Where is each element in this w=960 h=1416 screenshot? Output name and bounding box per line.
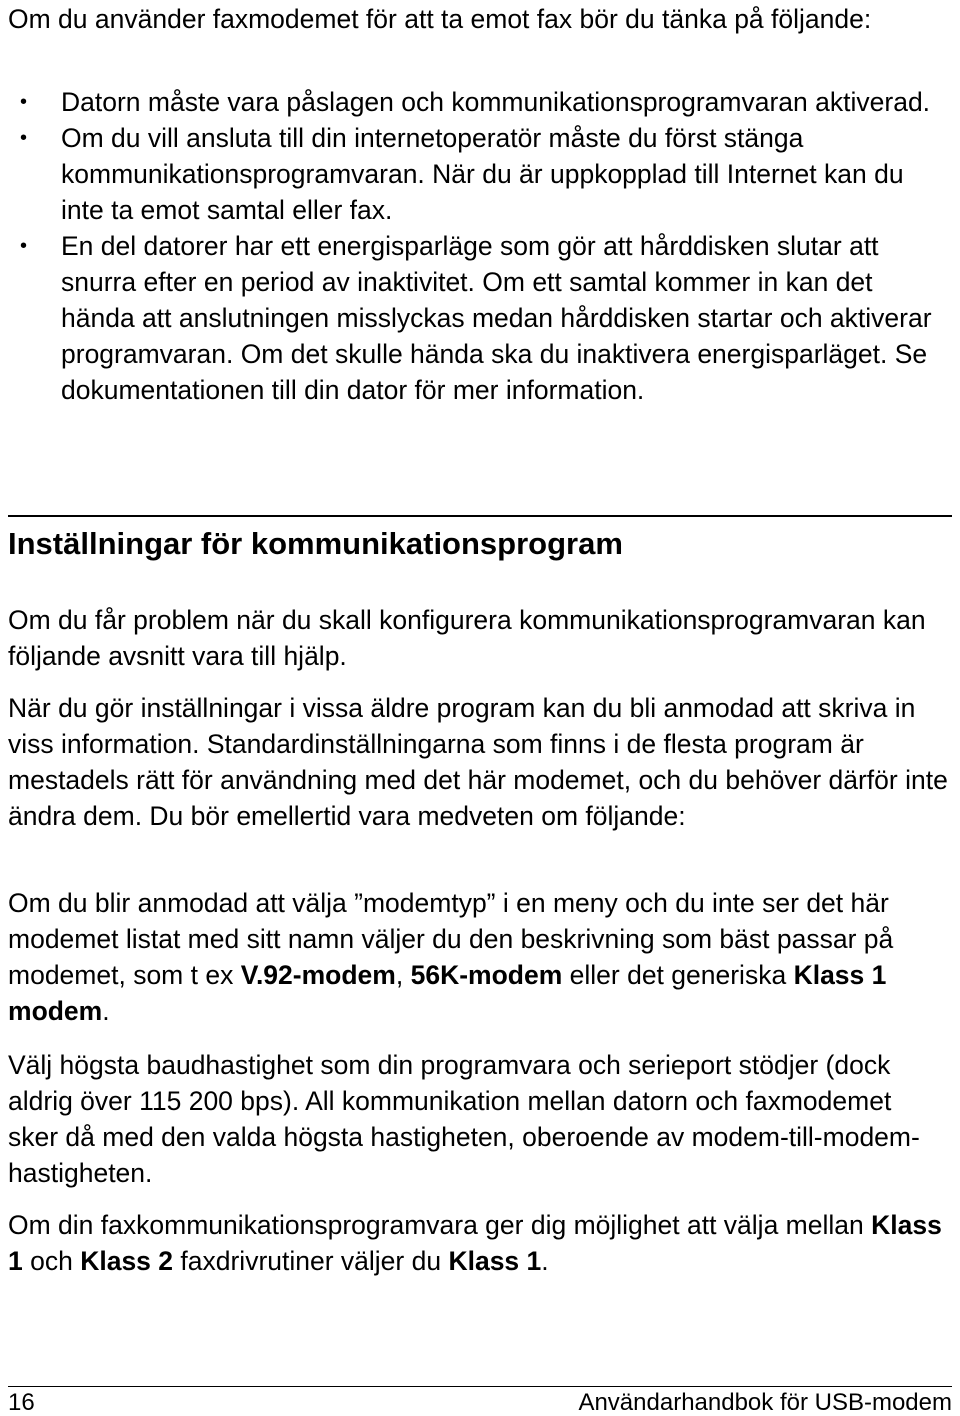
paragraph-text: ,	[395, 960, 411, 990]
list-item	[8, 120, 948, 228]
page-number: 16	[8, 1389, 35, 1416]
bullet-list	[8, 84, 948, 408]
page-footer	[8, 1390, 952, 1416]
fax-class-2: Klass 2	[80, 1246, 174, 1276]
paragraph-text: .	[541, 1246, 549, 1276]
document-title: Användarhandbok för USB-modem	[578, 1389, 952, 1416]
paragraph-text: .	[102, 996, 110, 1026]
intro-paragraph: Om du använder faxmodemet för att ta emot fax bör du tänka på följande:	[8, 4, 872, 34]
section-divider	[8, 515, 952, 517]
fax-class-recommended: Klass 1	[448, 1246, 542, 1276]
list-item-text: Datorn måste vara påslagen och kommunikationsprogramvaran aktiverad.	[61, 87, 931, 117]
list-item	[8, 84, 948, 120]
paragraph-text: Om du blir anmodad att välja ”modemtyp” i en meny och du inte ser det här modemet listat med sitt namn väljer du den beskrivning som bäst passar på modemet, som t ex	[8, 888, 894, 990]
paragraph-text: faxdrivrutiner väljer du	[173, 1246, 449, 1276]
paragraph-text: eller det generiska	[562, 960, 794, 990]
fax-class-1: Klass 1	[8, 1210, 942, 1276]
paragraph-modem-type	[8, 885, 948, 1029]
footer-divider	[8, 1386, 952, 1387]
bullet-icon: •	[20, 127, 28, 149]
paragraph-baud-rate: Välj högsta baudhastighet som din programvara och serieport stödjer (dock aldrig över 115 200 bps). All kommunikation mellan datorn och faxmodemet sker då med den valda högsta hastigheten, oberoende av modem-till-modem-hastigheten.	[8, 1050, 920, 1188]
paragraph-fax-class	[8, 1207, 948, 1279]
bullet-icon: •	[20, 235, 28, 257]
paragraph-config-problems: Om du får problem när du skall konfigurera kommunikationsprogramvaran kan följande avsnitt vara till hjälp.	[8, 605, 926, 671]
modem-type-56k: 56K-modem	[410, 960, 563, 990]
list-item	[8, 228, 948, 408]
bullet-icon: •	[20, 91, 28, 113]
paragraph-text: Om din faxkommunikationsprogramvara ger dig möjlighet att välja mellan	[8, 1210, 872, 1240]
list-item-text: En del datorer har ett energisparläge som gör att hårddisken slutar att snurra efter en period av inaktivitet. Om ett samtal kommer in kan det hända att anslutningen misslyckas medan hårddisken startar och aktiverar programvaran. Om det skulle hända ska du inaktivera energisparläget. Se dokumentationen till din dator för mer information.	[61, 231, 932, 405]
list-item-text: Om du vill ansluta till din internetoperatör måste du först stänga kommunikationsprogramvaran. När du är uppkopplad till Internet kan du inte ta emot samtal eller fax.	[61, 123, 904, 225]
modem-type-class1: Klass 1 modem	[8, 960, 887, 1026]
paragraph-default-settings: När du gör inställningar i vissa äldre program kan du bli anmodad att skriva in viss information. Standardinställningarna som finns i de flesta program är mestadels rätt för användning med det här modemet, och du behöver därför inte ändra dem. Du bör emellertid vara medveten om följande:	[8, 693, 948, 831]
section-heading: Inställningar för kommunikationsprogram	[8, 526, 623, 561]
paragraph-text: och	[22, 1246, 81, 1276]
modem-type-v92: V.92-modem	[240, 960, 396, 990]
